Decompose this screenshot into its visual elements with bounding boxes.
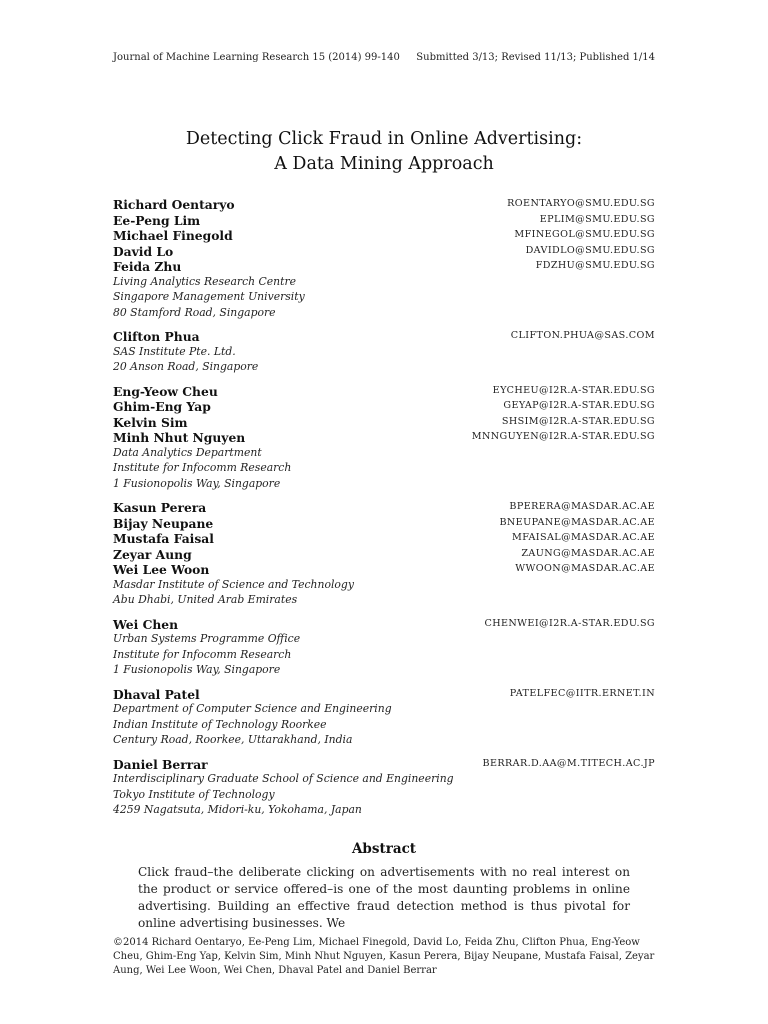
affiliation-line: Institute for Infocomm Research xyxy=(113,647,292,661)
affiliation-line: Urban Systems Programme Office xyxy=(113,632,301,645)
author-row xyxy=(113,756,655,772)
author-row xyxy=(113,258,655,274)
author-name: Kasun Perera xyxy=(113,500,207,515)
author-email: BNEUPANE@MASDAR.AC.AE xyxy=(499,516,655,528)
author-email: MFINEGOL@SMU.EDU.SG xyxy=(514,229,655,240)
affiliation-line: 4259 Nagatsuta, Midori-ku, Yokohama, Japan xyxy=(113,803,362,816)
author-row xyxy=(113,398,655,414)
author-group xyxy=(113,616,655,678)
affiliation-line: Data Analytics Department xyxy=(113,445,262,459)
author-email: BPERERA@MASDAR.AC.AE xyxy=(509,501,655,512)
affiliation-line: 80 Stamford Road, Singapore xyxy=(113,305,276,319)
affiliation-line: 1 Fusionopolis Way, Singapore xyxy=(113,663,281,676)
author-group xyxy=(113,686,655,748)
abstract-text: Click fraud–the deliberate clicking on advertisements with no real interest on the product or service offered–is one of the most daunting problems in online advertising. Building an effective fraud detection method is thus pivotal for online advertising businesses. We xyxy=(138,865,630,930)
author-name: Minh Nhut Nguyen xyxy=(113,430,246,445)
author-row xyxy=(113,530,655,546)
author-email: EPLIM@SMU.EDU.SG xyxy=(539,213,655,225)
running-header xyxy=(113,50,655,66)
author-name: Wei Lee Woon xyxy=(113,562,210,577)
author-email: DAVIDLO@SMU.EDU.SG xyxy=(525,244,655,256)
author-email: ROENTARYO@SMU.EDU.SG xyxy=(507,198,655,209)
title-line-2: A Data Mining Approach xyxy=(274,154,494,174)
journal-citation: Journal of Machine Learning Research 15 (2014) 99-140 xyxy=(113,52,400,63)
author-email: SHSIM@I2R.A-STAR.EDU.SG xyxy=(501,415,655,427)
author-row xyxy=(113,243,655,259)
author-row xyxy=(113,515,655,531)
author-email: MNNGUYEN@I2R.A-STAR.EDU.SG xyxy=(471,431,655,442)
author-name: David Lo xyxy=(113,243,174,259)
author-email: FDZHU@SMU.EDU.SG xyxy=(535,260,655,271)
author-row xyxy=(113,227,655,243)
author-row xyxy=(113,429,655,445)
affiliation-line: Abu Dhabi, United Arab Emirates xyxy=(113,593,298,606)
author-name: Kelvin Sim xyxy=(113,414,188,430)
affiliation-line: Century Road, Roorkee, Uttarakhand, India xyxy=(113,733,353,746)
affiliation-line: Interdisciplinary Graduate School of Science and Engineering xyxy=(113,772,454,785)
affiliation-line: Singapore Management University xyxy=(113,290,305,303)
author-row xyxy=(113,383,655,399)
copyright-symbol: © xyxy=(113,937,123,948)
author-name: Zeyar Aung xyxy=(113,546,192,562)
author-name: Feida Zhu xyxy=(113,259,182,274)
author-email: GEYAP@I2R.A-STAR.EDU.SG xyxy=(503,400,655,411)
author-group xyxy=(113,756,655,818)
author-name: Ee-Peng Lim xyxy=(113,212,201,228)
author-name: Michael Finegold xyxy=(113,228,233,243)
author-name: Wei Chen xyxy=(113,616,179,632)
copyright-text: 2014 Richard Oentaryo, Ee-Peng Lim, Michael Finegold, David Lo, Feida Zhu, Clifton Phua, Eng-Yeow Cheu, Ghim-Eng Yap, Kelvin Sim, Minh Nhut Nguyen, Kasun Perera, Bijay Neupane, Mustafa Faisal, Zeyar Aung, Wei Lee Woon, Wei Chen, Dhaval Patel and Daniel Berrar xyxy=(113,937,655,976)
author-row xyxy=(113,328,655,344)
author-row xyxy=(113,561,655,577)
author-name: Dhaval Patel xyxy=(113,686,200,702)
affiliation-line: Tokyo Institute of Technology xyxy=(113,787,275,801)
author-row xyxy=(113,499,655,515)
abstract-heading: Abstract xyxy=(351,841,417,857)
author-email: BERRAR.D.AA@M.TITECH.AC.JP xyxy=(482,757,655,769)
affiliation-line: Institute for Infocomm Research xyxy=(113,461,292,474)
author-group xyxy=(113,383,655,492)
author-group xyxy=(113,328,655,375)
author-email: MFAISAL@MASDAR.AC.AE xyxy=(512,532,655,543)
submission-dates: Submitted 3/13; Revised 11/13; Published 1/14 xyxy=(416,52,655,63)
author-name: Ghim-Eng Yap xyxy=(113,399,211,414)
author-row xyxy=(113,616,655,632)
author-email: WWOON@MASDAR.AC.AE xyxy=(515,563,655,574)
author-email: CHENWEI@I2R.A-STAR.EDU.SG xyxy=(484,617,655,629)
author-row xyxy=(113,212,655,228)
author-row xyxy=(113,196,655,212)
author-row xyxy=(113,414,655,430)
author-group xyxy=(113,196,655,320)
title-line-1: Detecting Click Fraud in Online Advertising: xyxy=(185,129,583,149)
author-email: ZAUNG@MASDAR.AC.AE xyxy=(521,547,655,559)
author-row xyxy=(113,686,655,702)
affiliation-line: Living Analytics Research Centre xyxy=(113,274,296,288)
paper-title xyxy=(60,127,708,177)
affiliation-line: Indian Institute of Technology Roorkee xyxy=(113,717,327,731)
author-email: CLIFTON.PHUA@SAS.COM xyxy=(510,330,655,341)
author-row xyxy=(113,546,655,562)
author-name: Eng-Yeow Cheu xyxy=(113,383,218,399)
affiliation-line: Masdar Institute of Science and Technology xyxy=(113,577,354,591)
author-block xyxy=(113,196,655,826)
author-email: EYCHEU@I2R.A-STAR.EDU.SG xyxy=(492,384,655,396)
author-name: Daniel Berrar xyxy=(113,756,208,772)
copyright-notice xyxy=(113,936,658,978)
affiliation-line: Department of Computer Science and Engineering xyxy=(113,702,392,715)
author-name: Bijay Neupane xyxy=(113,515,214,531)
author-name: Richard Oentaryo xyxy=(113,197,235,212)
affiliation-line: 20 Anson Road, Singapore xyxy=(113,360,259,373)
author-group xyxy=(113,499,655,608)
author-name: Clifton Phua xyxy=(113,329,200,344)
affiliation-line: 1 Fusionopolis Way, Singapore xyxy=(113,476,281,490)
affiliation-line: SAS Institute Pte. Ltd. xyxy=(113,344,236,358)
author-email: PATELFEC@IITR.ERNET.IN xyxy=(509,687,655,699)
author-name: Mustafa Faisal xyxy=(113,531,214,546)
